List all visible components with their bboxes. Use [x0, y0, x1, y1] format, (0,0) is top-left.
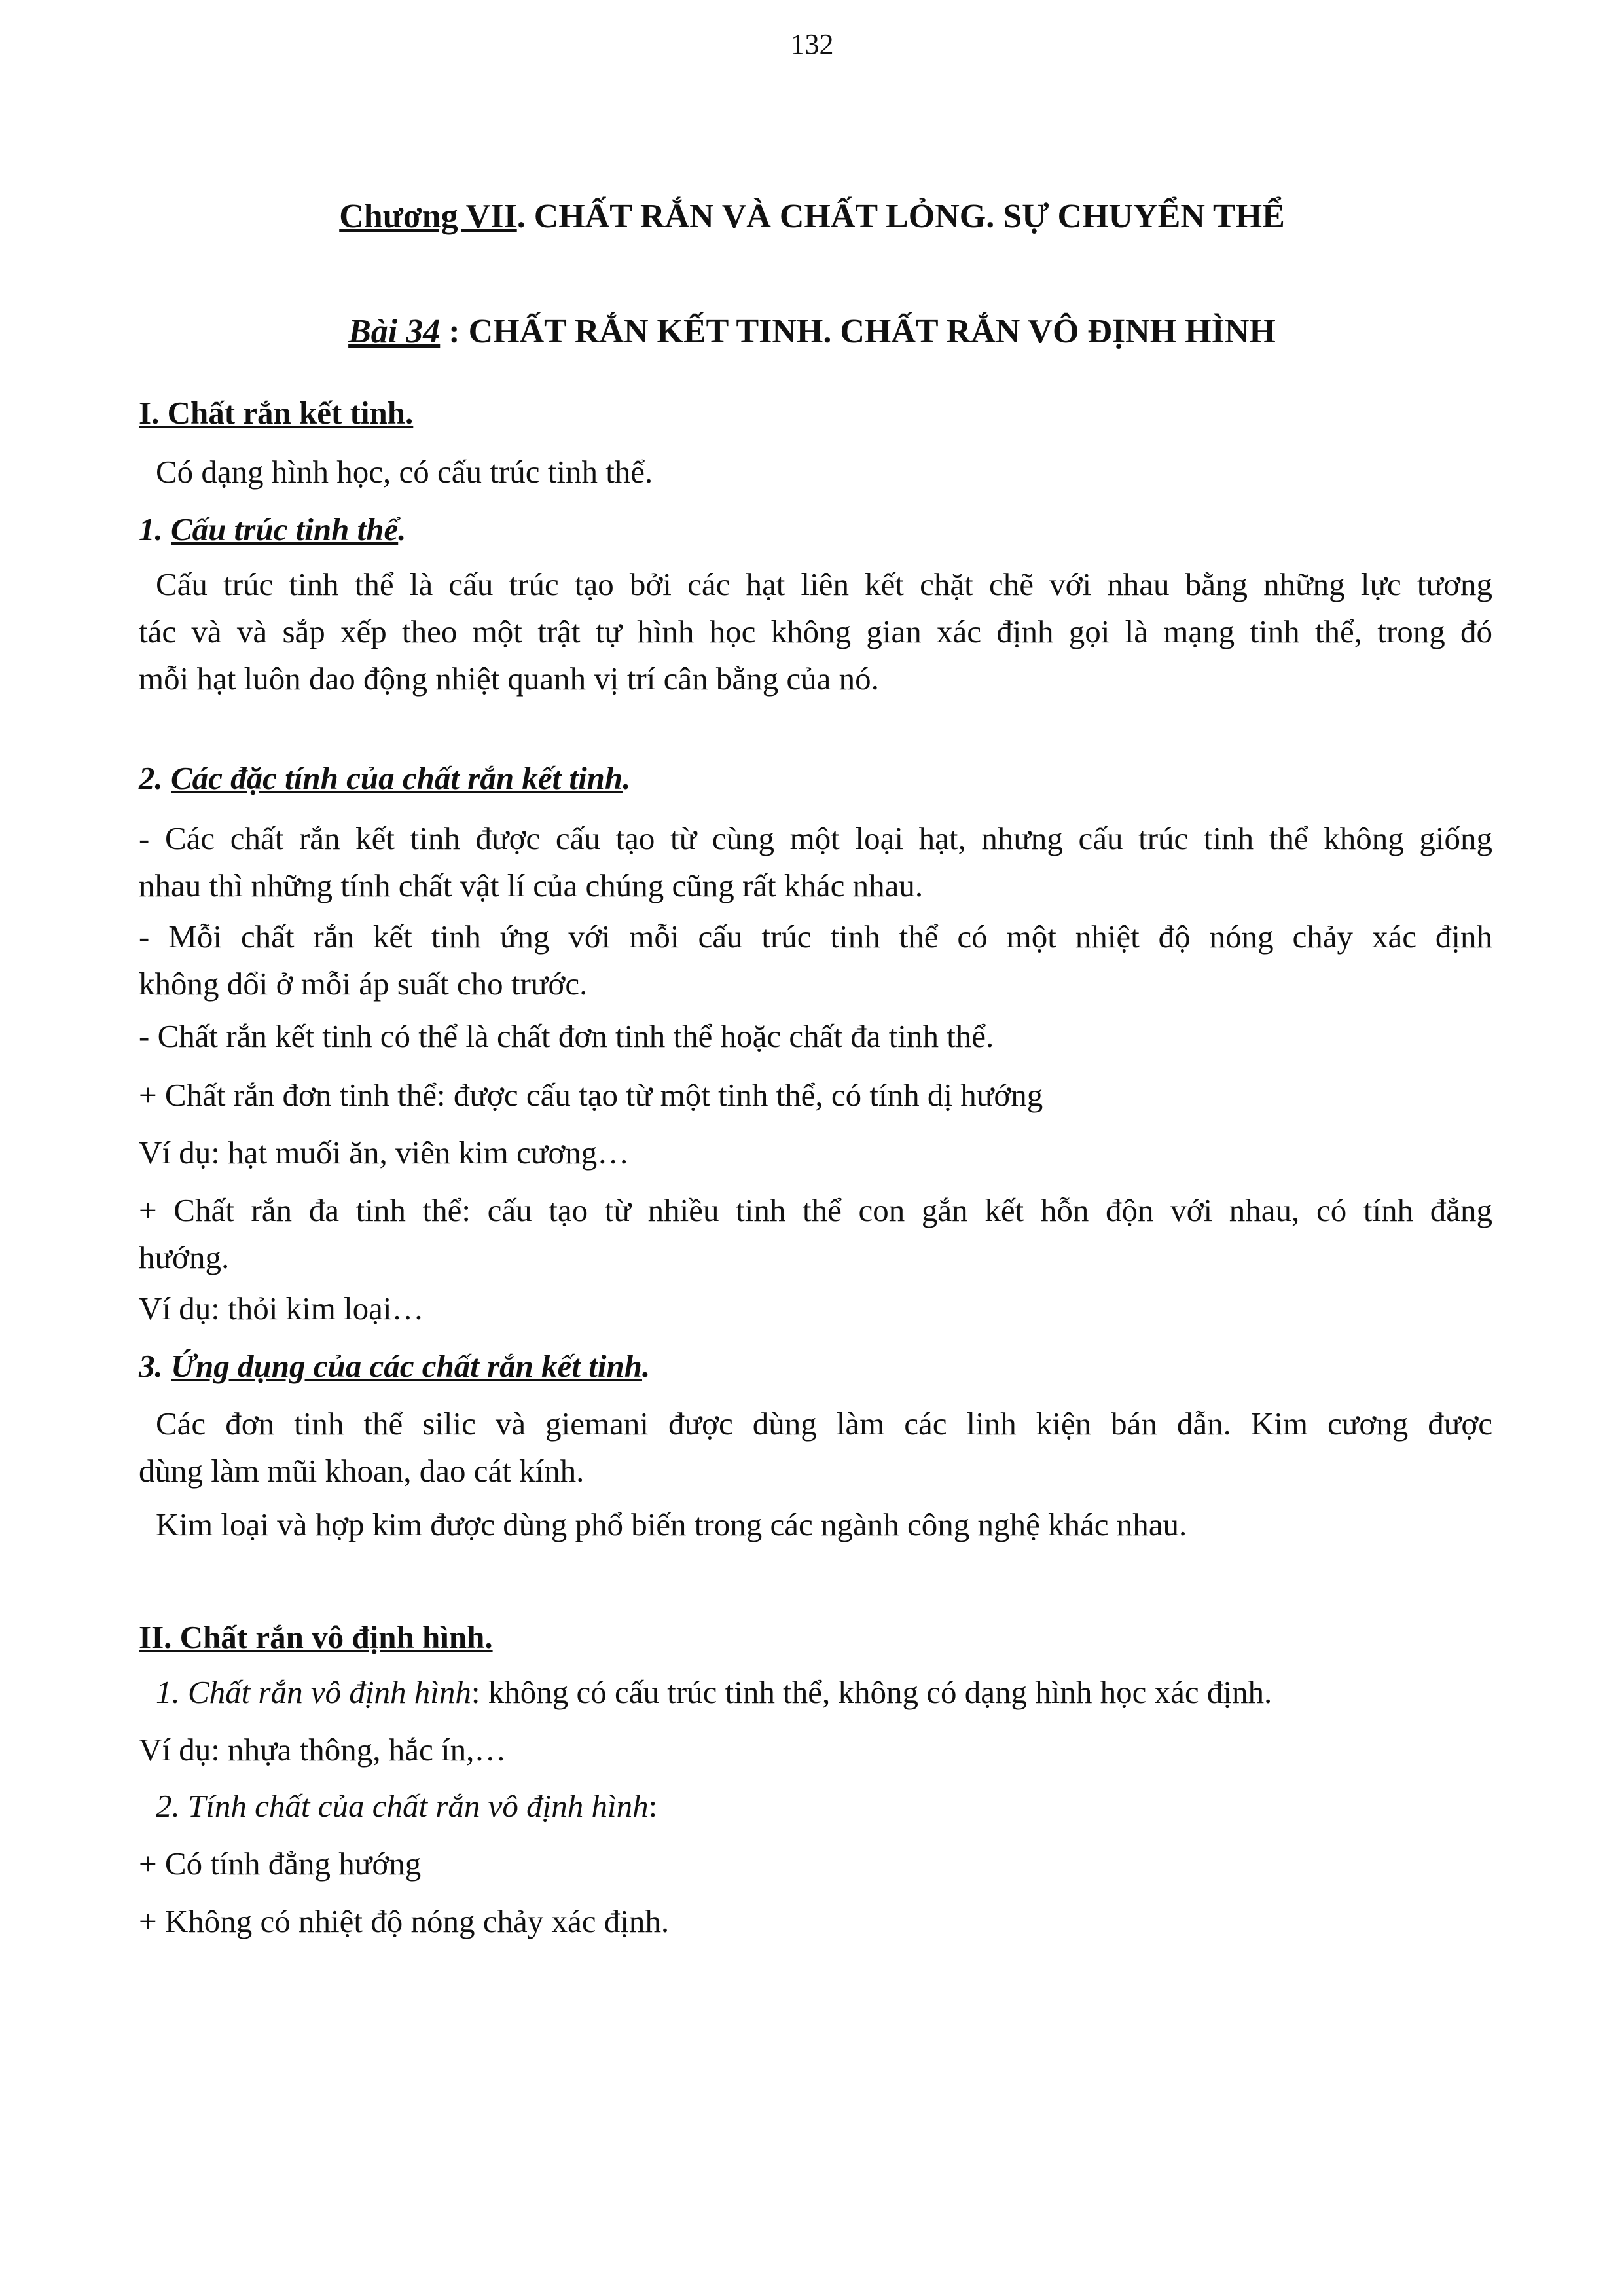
paragraph-line: không dổi ở mỗi áp suất cho trước. [139, 966, 588, 1002]
subsection-end: . [398, 511, 406, 547]
lesson-text: : CHẤT RẮN KẾT TINH. CHẤT RẮN VÔ ĐỊNH HÌNH [440, 313, 1276, 350]
lesson-label: Bài 34 [348, 313, 441, 350]
paragraph-line: - Mỗi chất rắn kết tinh ứng với mỗi cấu trúc tinh thể có một nhiệt độ nóng chảy xác định [139, 919, 1492, 955]
subsection-number: 1. [139, 511, 171, 547]
section-1-heading: I. Chất rắn kết tinh. [139, 395, 414, 431]
paragraph-line: + Chất rắn đa tinh thể: cấu tạo từ nhiều tinh thể con gắn kết hỗn độn với nhau, có tính đẳng [139, 1192, 1492, 1228]
chapter-text: . CHẤT RẮN VÀ CHẤT LỎNG. SỰ CHUYỂN THỂ [516, 198, 1285, 235]
paragraph-line: Kim loại và hợp kim được dùng phổ biến trong các ngành công nghệ khác nhau. [156, 1506, 1187, 1542]
subsection-1-3-heading [139, 1345, 1492, 1388]
property-line: + Có tính đẳng hướng [139, 1846, 422, 1882]
paragraph-line: Ví dụ: thỏi kim loại… [139, 1290, 424, 1326]
paragraph-line: Ví dụ: hạt muối ăn, viên kim cương… [139, 1135, 630, 1171]
subsection-title: Các đặc tính của chất rắn kết tinh [171, 760, 623, 796]
paragraph-line: hướng. [139, 1239, 230, 1275]
section-2-example: Ví dụ: nhựa thông, hắc ín,… [139, 1732, 507, 1768]
subsection-1-2-heading [139, 757, 1492, 800]
paragraph-line: Các đơn tinh thể silic và giemani được dùng làm các linh kiện bán dẫn. Kim cương được [156, 1406, 1492, 1442]
item-label: 2. Tính chất của chất rắn vô định hình [156, 1788, 649, 1824]
paragraph-line: nhau thì những tính chất vật lí của chúng cũng rất khác nhau. [139, 867, 924, 903]
lesson-title [0, 309, 1624, 355]
section-2-item-2 [156, 1785, 1509, 1828]
item-text: : không có cấu trúc tinh thể, không có dạng hình học xác định. [471, 1674, 1272, 1710]
paragraph-line: - Chất rắn kết tinh có thể là chất đơn tinh thể hoặc chất đa tinh thể. [139, 1018, 994, 1054]
subsection-number: 2. [139, 760, 171, 796]
paragraph-line: + Chất rắn đơn tinh thể: được cấu tạo từ một tinh thể, có tính dị hướng [139, 1077, 1043, 1113]
page-number: 132 [790, 28, 834, 60]
paragraph-line: dùng làm mũi khoan, dao cát kính. [139, 1453, 585, 1489]
subsection-number: 3. [139, 1348, 171, 1384]
item-label: 1. Chất rắn vô định hình [156, 1674, 471, 1710]
subsection-end: . [623, 760, 631, 796]
property-line: + Không có nhiệt độ nóng chảy xác định. [139, 1903, 670, 1939]
chapter-title [0, 194, 1624, 240]
subsection-1-1-heading [139, 508, 1492, 551]
paragraph-line: tác và và sắp xếp theo một trật tự hình học không gian xác định gọi là mạng tinh thể, trong đó [139, 613, 1492, 649]
item-text: : [648, 1788, 658, 1824]
subsection-title: Ứng dụng của các chất rắn kết tinh [171, 1348, 642, 1384]
chapter-label: Chương VII [339, 198, 517, 235]
subsection-title: Cấu trúc tinh thể [171, 511, 399, 547]
paragraph-line: mỗi hạt luôn dao động nhiệt quanh vị trí cân bằng của nó. [139, 661, 879, 697]
paragraph-line: - Các chất rắn kết tinh được cấu tạo từ cùng một loại hạt, nhưng cấu trúc tinh thể không giống [139, 820, 1492, 856]
paragraph-line: Cấu trúc tinh thể là cấu trúc tạo bởi các hạt liên kết chặt chẽ với nhau bằng những lực tương [156, 566, 1492, 602]
subsection-end: . [642, 1348, 651, 1384]
section-2-item-1 [156, 1671, 1509, 1714]
section-2-heading: II. Chất rắn vô định hình. [139, 1619, 493, 1655]
section-1-intro: Có dạng hình học, có cấu trúc tinh thể. [156, 454, 653, 490]
